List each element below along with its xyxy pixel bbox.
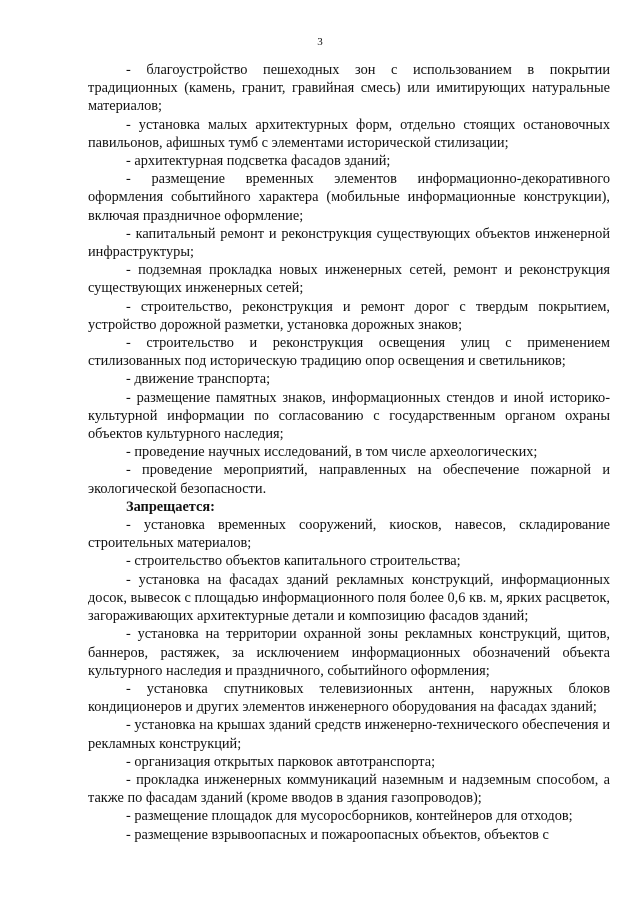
paragraph: - движение транспорта; <box>126 371 271 388</box>
paragraph: - архитектурная подсветка фасадов зданий; <box>126 153 391 170</box>
paragraph: - установка малых архитектурных форм, отдельно стоящих остановочных павильонов, афишных тумб с элементами исторической стилизации; <box>88 116 610 151</box>
paragraph: - установка на территории охранной зоны рекламных конструкций, щитов, баннеров, растяжек, за исключением информационных обозначений объекта культурного наследия и праздничного, событийного оформления; <box>88 626 610 679</box>
paragraph: - установка на крышах зданий средств инженерно-технического обеспечения и рекламных конструкций; <box>88 717 610 752</box>
paragraph: - размещение памятных знаков, информационных стендов и иной историко-культурной информации по согласованию с государственным органом охраны объектов культурного наследия; <box>88 389 610 443</box>
paragraph: - размещение площадок для мусоросборников, контейнеров для отходов; <box>126 808 573 825</box>
page-number: 3 <box>317 36 323 48</box>
paragraph: - проведение научных исследований, в том числе археологических; <box>126 444 538 461</box>
document-body <box>88 61 610 844</box>
section-heading: Запрещается: <box>126 498 215 515</box>
paragraph: - благоустройство пешеходных зон с использованием в покрытии традиционных (камень, гранит, гравийная смесь) или имитирующих натуральные материалов; <box>88 62 610 115</box>
paragraph: - капитальный ремонт и реконструкция существующих объектов инженерной инфраструктуры; <box>88 225 610 261</box>
paragraph: - установка спутниковых телевизионных антенн, наружных блоков кондиционеров и других элементов инженерного оборудования на фасадах зданий; <box>88 680 610 716</box>
paragraph: - строительство объектов капитального строительства; <box>126 553 461 570</box>
paragraph: - размещение взрывоопасных и пожароопасных объектов, объектов с <box>126 826 549 843</box>
paragraph: - прокладка инженерных коммуникаций наземным и надземным способом, а также по фасадам зданий (кроме вводов в здания газопроводов); <box>88 771 610 807</box>
paragraph: - проведение мероприятий, направленных на обеспечение пожарной и экологической безопасности. <box>88 462 610 497</box>
paragraph: - строительство, реконструкция и ремонт дорог с твердым покрытием, устройство дорожной разметки, установка дорожных знаков; <box>88 298 610 333</box>
paragraph: - подземная прокладка новых инженерных сетей, ремонт и реконструкция существующих инженерных сетей; <box>88 262 610 297</box>
paragraph: - установка на фасадах зданий рекламных конструкций, информационных досок, вывесок с площадью информационного поля более 0,6 кв. м, ярких расцветок, загораживающих архитектурные детали и композицию фасадов зданий; <box>88 571 610 625</box>
paragraph: - установка временных сооружений, киосков, навесов, складирование строительных материалов; <box>88 517 610 552</box>
paragraph: - организация открытых парковок автотранспорта; <box>126 753 436 770</box>
paragraph: - строительство и реконструкция освещения улиц с применением стилизованных под историческую традицию опор освещения и светильников; <box>88 335 610 370</box>
paragraph: - размещение временных элементов информационно-декоративного оформления событийного характера (мобильные информационные конструкции), включая праздничное оформление; <box>88 171 610 224</box>
